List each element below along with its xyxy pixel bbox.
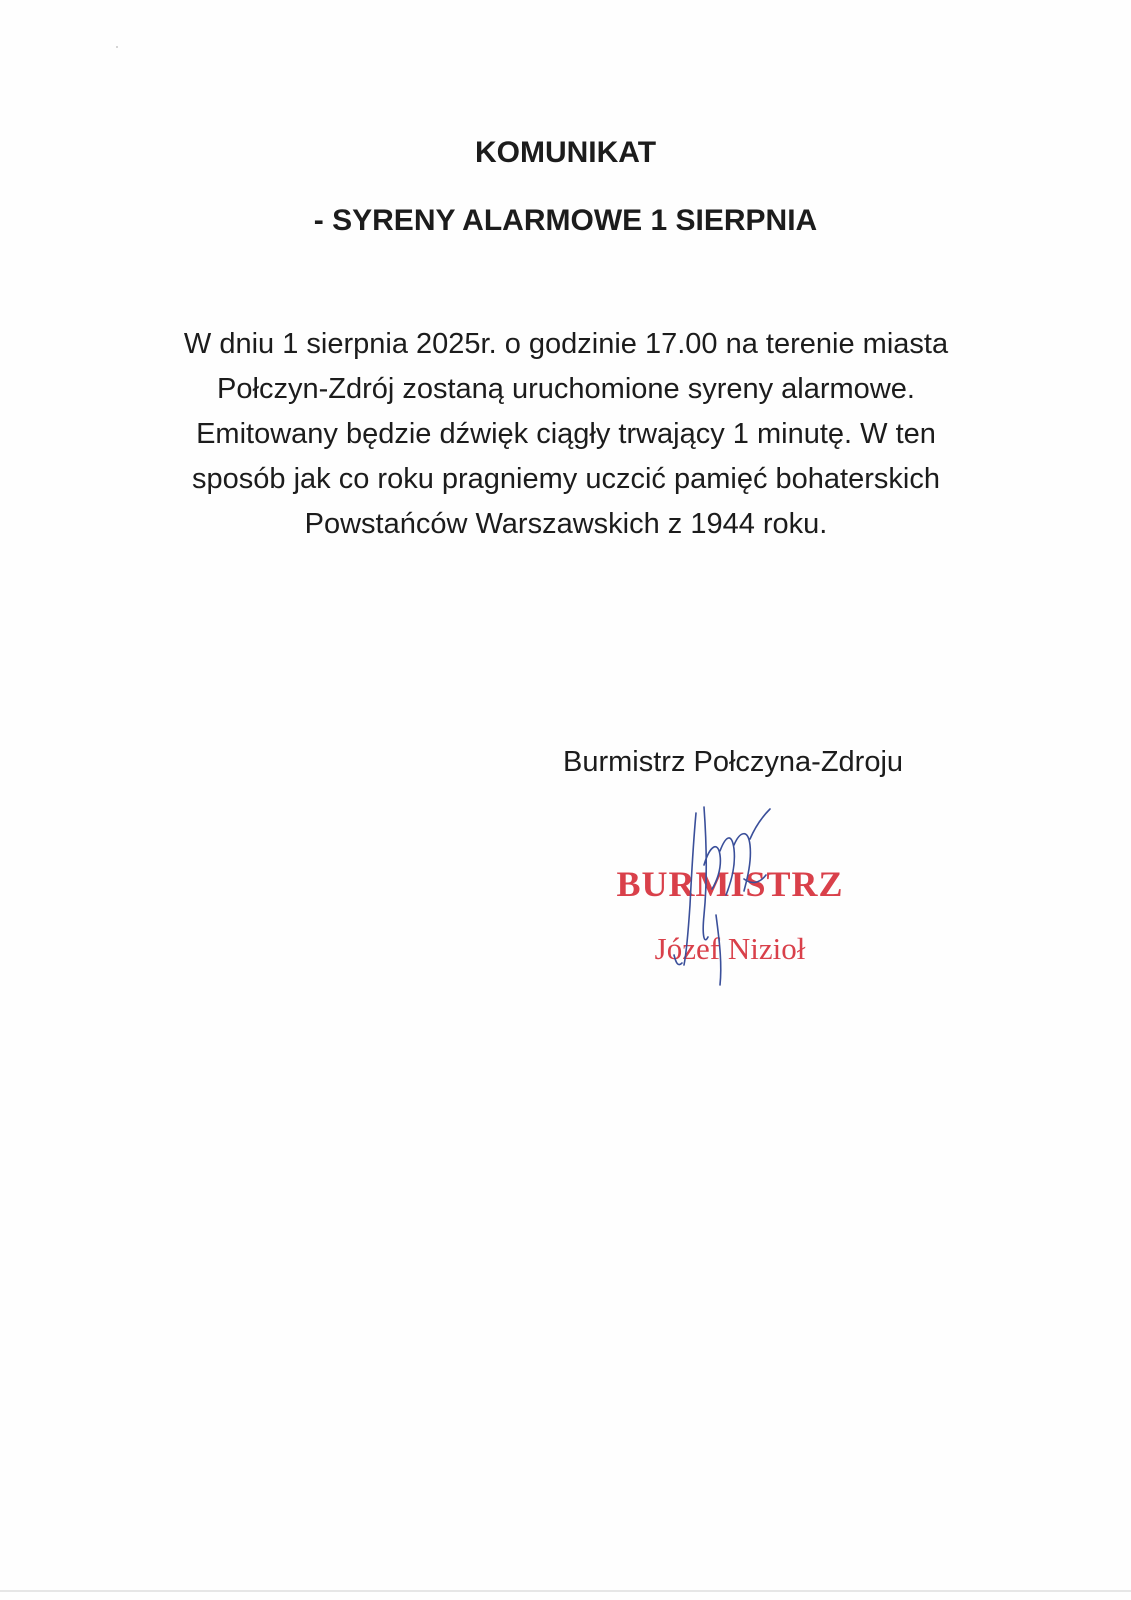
signatory-title: Burmistrz Połczyna-Zdroju (563, 746, 904, 778)
announcement-body (140, 322, 992, 547)
document-subtitle: - SYRENY ALARMOWE 1 SIERPNIA (313, 204, 818, 237)
scan-speck (116, 46, 118, 48)
official-stamp (600, 805, 860, 995)
document-title: KOMUNIKAT (474, 136, 657, 169)
body-line: Powstańców Warszawskich z 1944 roku. (304, 508, 828, 540)
body-line: Połczyn-Zdrój zostaną uruchomione syreny alarmowe. (217, 373, 915, 405)
body-line: sposób jak co roku pragniemy uczcić pamięć bohaterskich (192, 463, 940, 495)
handwritten-signature (600, 805, 860, 995)
body-line: W dniu 1 sierpnia 2025r. o godzinie 17.00 na terenie miasta (183, 328, 949, 360)
page-bottom-edge (0, 1590, 1131, 1592)
body-line: Emitowany będzie dźwięk ciągły trwający 1 minutę. W ten (196, 418, 936, 450)
stamp-name: Józef Nizioł (654, 931, 806, 966)
stamp-title: BURMISTRZ (616, 864, 844, 904)
